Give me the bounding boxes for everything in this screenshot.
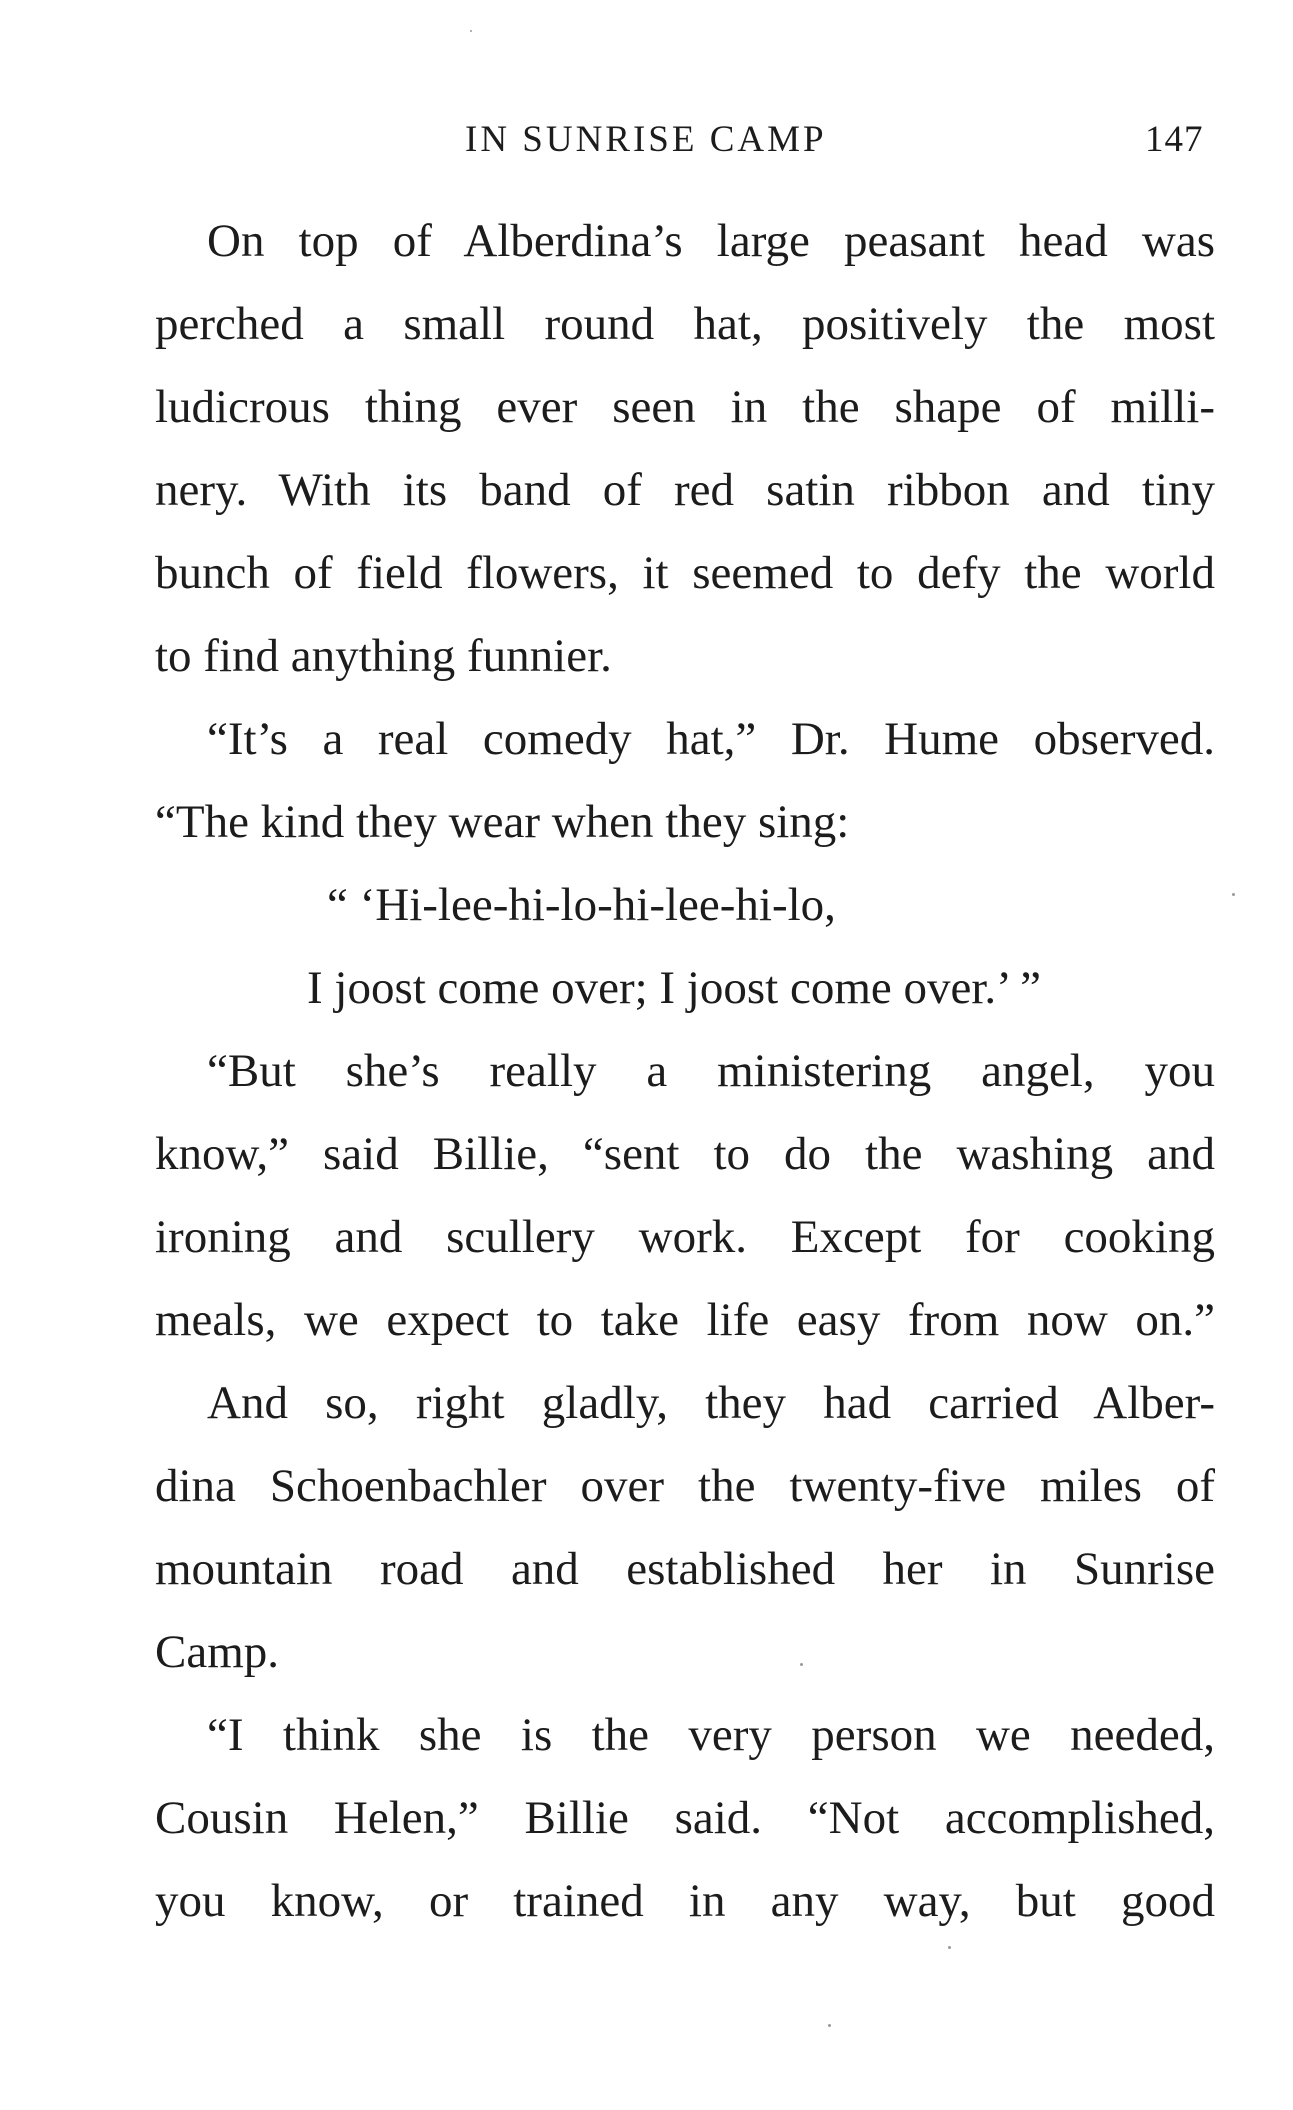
text-line: ludicrous thing ever seen in the shape of milli- [155,381,1215,433]
text-line: “The kind they wear when they sing: [155,796,850,848]
text-line: meals, we expect to take life easy from now on.” [155,1294,1215,1346]
text-line: bunch of field flowers, it seemed to defy the world [155,547,1215,599]
text-line: “But she’s really a ministering angel, you [207,1045,1215,1097]
paper-speck [1232,893,1235,896]
text-line: perched a small round hat, positively the most [155,298,1215,350]
text-line: And so, right gladly, they had carried Alber- [207,1377,1215,1429]
paper-speck [800,1663,803,1666]
text-line: nery. With its band of red satin ribbon and tiny [155,464,1215,516]
text-line: Camp. [155,1626,280,1678]
text-line: to find anything funnier. [155,630,612,682]
text-line: know,” said Billie, “sent to do the washing and [155,1128,1215,1180]
paper-speck [948,1946,951,1949]
verse-line: “ ‘Hi-lee-hi-lo-hi-lee-hi-lo, [327,879,836,931]
text-line: you know, or trained in any way, but good [155,1875,1215,1927]
text-line: mountain road and established her in Sunrise [155,1543,1215,1595]
verse-line: I joost come over; I joost come over.’ ” [307,962,1041,1014]
text-line: dina Schoenbachler over the twenty-five miles of [155,1460,1215,1512]
paper-speck [470,30,472,32]
running-head [0,118,1293,168]
running-title: IN SUNRISE CAMP [465,119,827,160]
text-line: ironing and scullery work. Except for cooking [155,1211,1215,1263]
text-line: Cousin Helen,” Billie said. “Not accomplished, [155,1792,1215,1844]
text-line: “I think she is the very person we needed, [207,1709,1215,1761]
text-line: “It’s a real comedy hat,” Dr. Hume observed. [207,713,1215,765]
text-line: On top of Alberdina’s large peasant head was [207,215,1215,267]
page-number: 147 [1145,119,1204,160]
body-text [155,200,1215,1943]
paper-speck [828,2024,831,2027]
